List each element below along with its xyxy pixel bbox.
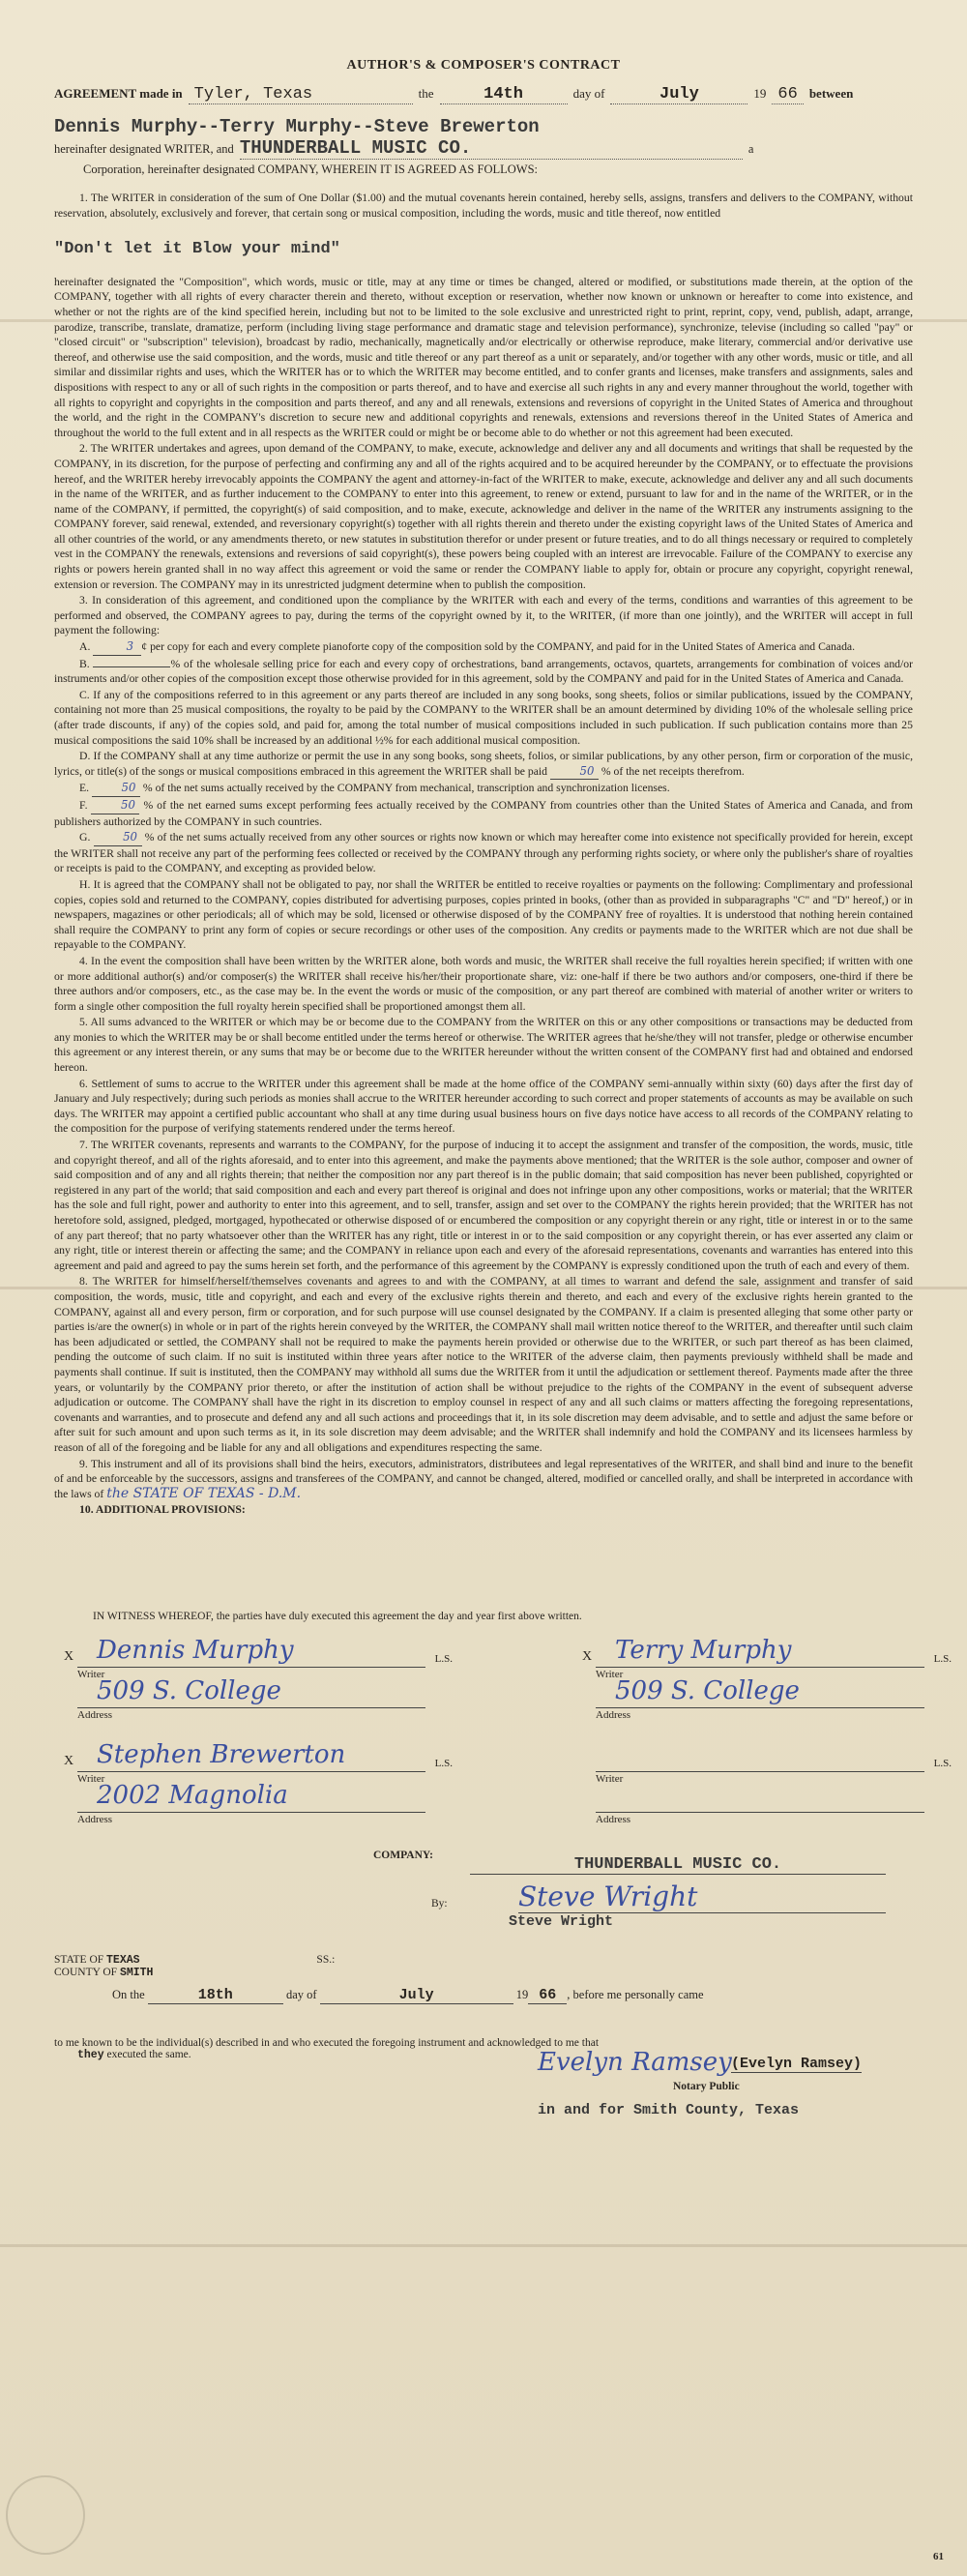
ack-year-prefix: 19 — [515, 1987, 529, 2001]
notary-seal — [6, 2475, 85, 2555]
day-of-label: day of — [572, 86, 605, 101]
state-label: STATE OF — [54, 1953, 104, 1966]
state-value: TEXAS — [106, 1953, 140, 1967]
clause-3b-text: % of the wholesale selling price for each and every copy of orchestrations, band arrangements, octavos, quartets, arrangements for combination of voices and/or instruments and/or other copies of the composition except those otherwise provided for in this agreement, sold by the COMPANY and paid for in the United States of America and Canada. — [54, 657, 913, 686]
agreement-month: July — [610, 85, 747, 104]
agreement-line — [54, 85, 913, 104]
clause-3e-label: E. — [79, 782, 90, 795]
clause-3b-blank — [93, 666, 170, 667]
year-prefix: 19 — [753, 86, 767, 101]
address-line — [596, 1785, 924, 1813]
writer-1-signature — [64, 1635, 453, 1721]
company-designation: Corporation, hereinafter designated COMPANY, WHEREIN IT IS AGREED AS FOLLOWS: — [83, 163, 538, 176]
clause-1: 1. The WRITER in consideration of the sum of One Dollar ($1.00) and the mutual covenants herein contained, hereby sells, assigns, transfers and delivers to the COMPANY, without reservation, absolutely, exclusively and forever, that certain song or musical composition, including the words, music and title thereof, now entitled — [54, 192, 913, 220]
clause-3d-text-1: D. If the COMPANY shall at any time authorize or permit the use in any song books, song sheets, folios, or similar publications, by any other person, firm or corporation of the music, lyrics, or title(s) of the songs or musical compositions embraced in this agreement the WRITER shall be paid — [54, 750, 913, 778]
ack-year: 66 — [528, 1987, 567, 2004]
x-mark: X — [582, 1648, 593, 1664]
clause-6: 6. Settlement of sums to accrue to the WRITER under this agreement shall be made at the home office of the COMPANY semi-annually within sixty (60) days after the first day of January and July respectively; during such periods as monies shall accrue to the WRITER hereunder according to such correct and proper statements of accounts as may be available on such days. The WRITER may appoint a certified public accountant who shall at any time during usual business hours on five days notice have access to all records of the COMPANY relating to the composition for the purpose of verifying statements rendered under the terms hereof. — [54, 1077, 913, 1136]
signature-line — [596, 1744, 952, 1772]
acknowledgment-date-row — [112, 1987, 913, 2004]
executed-text: executed the same. — [106, 2048, 191, 2060]
clause-2: 2. The WRITER undertakes and agrees, upon demand of the COMPANY, to make, execute, acknowledge and deliver any and all documents and writings that shall be requested by the COMPANY, in its discretion, for the purpose of perfecting and confirming any and all of the rights acquired and to be acquired hereunder by the COMPANY, or to effectuate the provisions hereof, and the WRITER hereby irrevocably appoints the COMPANY the agent and attorney-in-fact of the WRITER to make, execute, acknowledge and deliver any and all such documents in the name of the WRITER, and as further inducement to the COMPANY to enter into this agreement, to renew or extend, pursuant to law for and in the name of the WRITER, or in the name of the COMPANY, if permitted, the copyright(s) of said composition, and to make, execute, acknowledge and deliver in the name of the WRITER any instruments assigning to the COMPANY forever, said renewal, extended, and reversionary copyright(s) together with all rights therein and thereto under the existing copyright laws of the United States of America and all other countries of the world, or any amendments thereto, or new statutes in substitution therefor or under present or future treaties, and to do all things necessary or required to completely vest in the COMPANY the renewals, extensions and reversions of said copyright(s), these powers being coupled with an interest are irrevocable. Failure of the COMPANY to exercise any rights or powers herein granted shall in no way affect this agreement or void the same or render the COMPANY liable to apply for, obtain or procure any copyright, copyright renewal, extension or reversion. The COMPANY may in its unrestricted judgment determine when to publish the composition. — [54, 442, 913, 591]
clause-3d — [54, 749, 913, 780]
signature-line — [64, 1635, 453, 1668]
writer-2-sig: Terry Murphy — [615, 1635, 792, 1665]
venue-state-row — [54, 1954, 913, 1967]
clause-9 — [54, 1457, 913, 1502]
clause-3g-text: % of the net sums actually received from any other sources or rights now known or which may hereafter come into existence not specifically provided for herein, except the WRITER shall not receive any part of the performing fees collected or received by the COMPANY through any performing rights society, or where only the publisher's share of royalties or receipts is paid to the COMPANY, and excepting as provided below. — [54, 831, 913, 875]
ls-label: L.S. — [933, 1757, 952, 1769]
clause-3a-amount: 3 — [93, 639, 141, 656]
writer-label: Writer — [77, 1668, 105, 1680]
clause-3d-text-2: % of the net receipts therefrom. — [601, 764, 745, 778]
clause-3g — [54, 830, 913, 876]
by-typed-name: Steve Wright — [509, 1912, 614, 1930]
paper-fold — [0, 2244, 967, 2247]
contract-title: AUTHOR'S & COMPOSER'S CONTRACT — [346, 58, 621, 73]
ls-label: L.S. — [434, 1652, 453, 1665]
ls-label: L.S. — [434, 1757, 453, 1769]
clause-3f-amount: 50 — [91, 798, 139, 814]
clause-3b — [54, 657, 913, 687]
writers-names: Dennis Murphy--Terry Murphy--Steve Brewerton — [54, 116, 540, 137]
clause-8: 8. The WRITER for himself/herself/themselves covenants and agrees to and with the COMPANY, at all times to warrant and defend the sale, assignment and transfer of said composition, the words, music, title and copyright, and each and every of the exclusive rights therein and thereto, and each and every of the exclusive rights herein granted to the COMPANY, against all and every person, firm or corporation, and for such purpose will use counsel designated by the COMPANY. If a claim is presented alleging that some other party or parties is/are the owner(s) in whole or in part of the rights herein conveyed by the WRITER, the COMPANY shall mail written notice thereof to the WRITER, and thereafter until such claim has been adjudicated or settled, the COMPANY shall not be required to make the payments herein provided or otherwise due to the WRITER, or such part thereof as has been claimed, pending the outcome of such claim. If no suit is instituted within three years after notice to the WRITER of the adverse claim, then payments previously withheld shall be made and payments shall continue. If suit is instituted, then the COMPANY may withhold all sums due the WRITER from it until the adjudication or settlement thereof. Payments made after the three years, or voluntarily by the COMPANY prior thereto, or after the institution of action shall be without prejudice to the rights of the COMPANY in the event of subsequent adverse adjudication or outcome. The COMPANY shall have the right in its discretion to employ counsel in respect of any and all such claims or matters affecting the foregoing representations, covenants and warranties, and to prosecute and defend any and all such actions and proceedings that it, in its sole discretion may deem advisable, and to settle and adjust the same before or after suit for such amount and upon such terms as it, in its sole discretion may deem advisable; and the WRITER shall indemnify and hold the COMPANY and its licensees harmless by reason of all of the foregoing and be liable for any and all obligations and expenditures respecting the same. — [54, 1275, 913, 1454]
writer-3-address: 2002 Magnolia — [97, 1780, 288, 1810]
clause-9-text: 9. This instrument and all of its provisions shall bind the heirs, executors, administrators, distributees and legal representatives of the WRITER, and shall bind and inure to the benefit of and be enforceable by the successors, assigns and transferees of the COMPANY, and cannot be changed, altered, modified or cancelled orally, and shall be interpreted in accordance with the laws of — [54, 1457, 913, 1500]
clause-7: 7. The WRITER covenants, represents and warrants to the COMPANY, for the purpose of inducing it to accept the assignment and transfer of the composition, the words, music, title and copyright thereof, and all of the rights aforesaid, and to enter into this agreement, and make the payments above mentioned; that the WRITER is the sole author, composer and owner of said composition and of any and all rights therein; that neither the composition nor any part thereof is in the public domain; that said composition has never been published, copyrighted or registered in any part of the world; that said composition and each and every part thereof is original and does not infringe upon any other compositions, works or material; that the WRITER has the sole and full right, power and authority to enter into this agreement, and to sell, transfer, assign and set over to the COMPANY the rights herein provided; that the WRITER has not heretofore sold, assigned, pledged, mortgaged, hypothecated or otherwise disposed of or encumbered the composition or any copyright therein or any right, title or interest in or to the same of any part thereof; that no party whatsoever other than the WRITER has any right, title or interest in or to the said composition or any copyright therein, or has ever asserted any claim or any right, title or interest therein or affecting the same; and the COMPANY in reliance upon each and every of the aforesaid representations, covenants and warranties has entered into this agreement and paid and agreed to pay the sums herein set forth, and the performance of this agreement by the COMPANY is expressly conditioned upon the truth of each and every of them. — [54, 1139, 913, 1272]
notary-block — [54, 1954, 913, 2139]
clause-3h: H. It is agreed that the COMPANY shall not be obligated to pay, nor shall the WRITER be entitled to receive royalties or payments on the following: Complimentary and professional copies, copies sold and returned to the COMPANY, copies distributed for advertising purposes, copies printed in books, (other than as provided in subparagraphs "C" and "D" hereof,) or in newspapers, magazines or other periodicals; all of which may be sold, licensed or otherwise disposed of by the COMPANY free of royalties. It is understood that nothing herein contained shall require the COMPANY to print any form of copies or secure recordings or other uses of the composition. Any credits or payments made to the WRITER which are not due shall be repayable to the COMPANY. — [54, 877, 913, 952]
x-mark: X — [64, 1753, 74, 1768]
by-signature: Steve Wright — [518, 1880, 886, 1913]
clause-3f — [54, 798, 913, 829]
notary-public-label: Notary Public — [673, 2080, 740, 2092]
they: they — [77, 2048, 104, 2061]
paper-fold — [0, 319, 967, 322]
ack-month: July — [320, 1987, 513, 2004]
clause-3g-amount: 50 — [94, 830, 142, 846]
writer-label: Writer — [596, 1772, 624, 1785]
on-label: On the — [112, 1987, 145, 2001]
company-name-signature: THUNDERBALL MUSIC CO. — [470, 1855, 886, 1875]
acknowledgment-text — [54, 2037, 913, 2049]
ack-before: , before me personally came — [567, 1987, 704, 2001]
clause-10: 10. ADDITIONAL PROVISIONS: — [79, 1503, 246, 1517]
signature-line — [582, 1635, 952, 1668]
company-name-header: THUNDERBALL MUSIC CO. — [240, 137, 743, 160]
notary-signature: Evelyn Ramsey — [538, 2047, 732, 2077]
governing-law-state: the STATE OF TEXAS - D.M. — [106, 1485, 302, 1501]
between-label: between — [808, 86, 854, 101]
clause-5: 5. All sums advanced to the WRITER or which may be or become due to the COMPANY from the WRITER on this or any other compositions or transactions may be deducted from any monies to which the WRITER may be or shall become entitled under the terms hereof or otherwise. The WRITER agrees that he/she/they will not transfer, pledge or otherwise encumber this agreement or any interest therein, or any sums that may be or become due to the WRITER hereunder without the written consent of the COMPANY first had and obtained and endorsed hereon. — [54, 1016, 913, 1075]
clause-3-intro: 3. In consideration of this agreement, and conditioned upon the compliance by the WRITER with each and every of the terms, conditions and warranties of this agreement to be performed and observed, the COMPANY agrees to pay, during the terms of the copyright owned by it, to the WRITER, (if more than one jointly), and the WRITER will accept in full payment the following: — [54, 594, 913, 637]
clause-3f-text: % of the net earned sums except performing fees actually received by the COMPANY from countries other than the United States of America and Canada, and from publishers authorized by the COMPANY in such countries. — [54, 798, 914, 828]
notary-typed-name: (Evelyn Ramsey) — [731, 2055, 863, 2072]
clause-3e — [54, 781, 913, 797]
writer-1-sig: Dennis Murphy — [97, 1635, 294, 1665]
clause-3b-label: B. — [79, 657, 90, 670]
writer-label: Writer — [77, 1772, 105, 1785]
company-label: COMPANY: — [373, 1849, 433, 1861]
clause-3a-label: A. — [79, 640, 91, 654]
ack-day-of: day of — [285, 1987, 317, 2001]
county-value: SMITH — [119, 1966, 154, 1979]
song-title: "Don't let it Blow your mind" — [54, 240, 340, 259]
address-label: Address — [77, 1813, 113, 1825]
the-label: the — [418, 86, 434, 101]
writer-designation: hereinafter designated WRITER, and — [54, 142, 234, 156]
address-label: Address — [596, 1813, 631, 1825]
address-label: Address — [596, 1708, 631, 1721]
clause-3g-label: G. — [79, 831, 91, 844]
notary-jurisdiction: in and for Smith County, Texas — [538, 2101, 800, 2118]
clause-3a — [54, 639, 913, 656]
article: a — [747, 142, 754, 156]
address-line — [596, 1675, 924, 1708]
venue-county-row — [54, 1967, 913, 1979]
writer-3-sig: Stephen Brewerton — [97, 1739, 346, 1769]
by-label: By: — [431, 1897, 448, 1910]
signature-line — [64, 1739, 453, 1772]
ls-label: L.S. — [933, 1652, 952, 1665]
writer-2-signature — [582, 1635, 952, 1721]
clause-3d-amount: 50 — [550, 764, 599, 781]
county-label: COUNTY OF — [54, 1966, 118, 1978]
witness-statement: IN WITNESS WHEREOF, the parties have duly executed this agreement the day and year first above written. — [93, 1610, 582, 1622]
clause-3f-label: F. — [79, 798, 88, 812]
address-line — [77, 1675, 425, 1708]
x-mark: X — [64, 1648, 74, 1664]
ss-label: SS.: — [316, 1953, 336, 1966]
writer-label: Writer — [596, 1668, 624, 1680]
agreement-label: AGREEMENT made in — [54, 86, 183, 101]
signature-block — [54, 1635, 952, 1848]
page-number: 61 — [933, 2551, 944, 2562]
agreement-year: 66 — [772, 85, 803, 104]
writer-designation-row — [54, 137, 913, 160]
clause-3a-text: ¢ per copy for each and every complete pianoforte copy of the composition sold by the COMPANY, and paid for in the United States of America and Canada. — [141, 640, 856, 654]
ack-day: 18th — [148, 1987, 283, 2004]
company-signature-block — [54, 1848, 913, 1954]
clause-1-continued: hereinafter designated the "Composition", which words, music or title, may at any time or times be changed, altered or modified, or substitutions made therein, at the option of the COMPANY, together with all rights of every character therein and thereto, without exception or reservation, whether now known or unknown or hereafter to come into existence, and whether or not the rights are of the kind specified herein, including but not to be limited to the sole exclusive and unrestricted right to print, reprint, copy, vend, publish, adapt, arrange, parodize, transcribe, translate, dramatize, perform (including living stage performance and dramatic stage and television performance), synchronize, televise (including so called "pay" or "closed circuit" or "subscription" television), broadcast by radio, mechanically, magnetically and/or electrically or otherwise reproduce, make literary, commercial and/or derivative use thereof, and otherwise use the said composition, and the words, music and title thereof or any part thereof as a unit or separately, and/or together with any other words, music or title, and all similar and dissimilar rights and uses, which the WRITER has or to which the WRITER may become entitled, and to confer grants and licenses, make transfers and assignments, sales and dispositions with respect to any or all of such rights in the composition or parts thereof, and to have and exercise all such rights in any and every manner throughout the world, together with all rights to copyright and copyrights in the composition and parts thereof, and any and all renewals, extensions and reversions of copyright in the United States of America and throughout the world, and the right in the COMPANY's discretion to secure new and additional copyrights and renewals, extensions and reversions thereof in the United States of America and throughout the world to the full extent and in all respects as the WRITER could or might be or become able to do whether or not this agreement had been executed. — [54, 275, 913, 439]
agreement-day: 14th — [440, 85, 568, 104]
writer-4-signature — [596, 1744, 952, 1825]
agreement-place: Tyler, Texas — [189, 85, 413, 104]
address-line — [77, 1780, 425, 1813]
clause-3c: C. If any of the compositions referred to in this agreement or any parts thereof are included in any song books, song sheets, folios or similar publications, issued by the COMPANY, containing not more than 25 musical compositions, the royalty to be paid by the COMPANY to the WRITER shall be an amount determined by dividing 10% of the wholesale selling price (after trade discounts, if any) of the copies sold, and paid for, among the total number of musical compositions included in such publication. If such publication contains more than 25 musical compositions the said 10% shall be increased by an additional ½% for each additional musical composition. — [54, 688, 913, 747]
paper-fold — [0, 1287, 967, 1289]
known-text: to me known to be the individual(s) described in and who executed the foregoing instrument and acknowledged to me that — [54, 2036, 600, 2049]
clause-3e-text: % of the net sums actually received by the COMPANY from mechanical, transcription and synchronization licenses. — [142, 782, 670, 795]
writer-3-signature — [64, 1739, 453, 1825]
writer-1-address: 509 S. College — [97, 1675, 281, 1705]
writer-2-address: 509 S. College — [615, 1675, 800, 1705]
contract-body — [54, 191, 913, 1518]
address-label: Address — [77, 1708, 113, 1721]
clause-3e-amount: 50 — [92, 781, 140, 797]
clause-4: 4. In the event the composition shall have been written by the WRITER alone, both words and music, the WRITER shall receive the full royalties herein specified; if written with one or more additional author(s) and/or composer(s) the WRITER shall receive his/her/their proportionate share, viz: one-half if there be two authors and/or composers, one-third if there be three authors and/or composers, etc., as the case may be. In the event the words or music of the composition, or any part thereof are combined with material of another writer or writers to form a single other composition the full royalty herein specified shall be proportioned amongst them all. — [54, 954, 913, 1013]
